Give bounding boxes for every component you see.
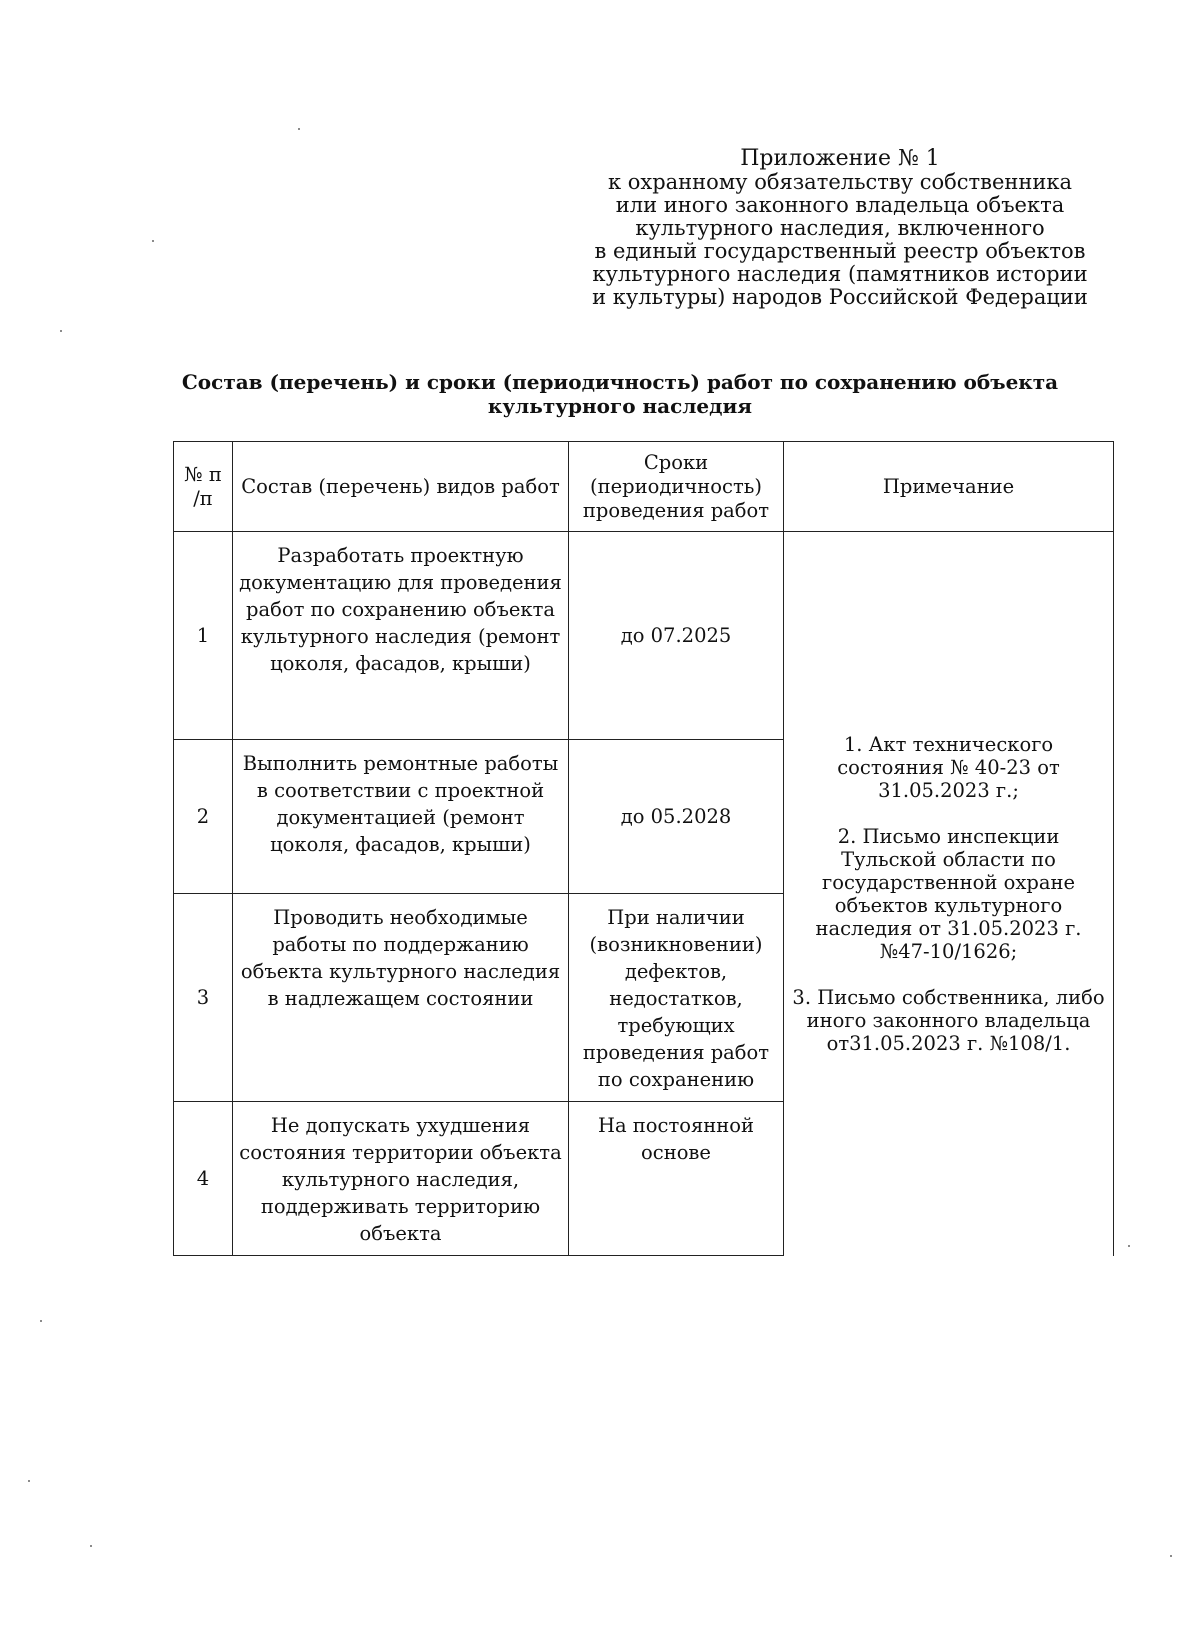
row-number: 1 — [174, 532, 233, 740]
header-number: № п /п — [174, 442, 233, 532]
note-item: 3. Письмо собственника, либо иного законного владельца от31.05.2023 г. №108/1. — [792, 985, 1105, 1055]
table-header-row — [174, 442, 1114, 532]
scan-speck — [298, 128, 300, 130]
scan-speck — [60, 330, 62, 332]
scan-speck — [152, 240, 154, 242]
row-works: Проводить необходимые работы по поддержанию объекта культурного наследия в надлежащем состоянии — [233, 894, 569, 1102]
row-terms: На постоянной основе — [569, 1102, 784, 1256]
note-item: 2. Письмо инспекции Тульской области по государственной охране объектов культурного наследия от 31.05.2023 г. №47-10/1626; — [815, 824, 1082, 963]
scan-speck — [1128, 1245, 1130, 1247]
row-works: Выполнить ремонтные работы в соответствии с проектной документацией (ремонт цоколя, фасадов, крыши) — [233, 740, 569, 894]
document-title-line: культурного наследия — [487, 394, 753, 418]
row-terms: до 05.2028 — [569, 740, 784, 894]
annex-line: в единый государственный реестр объектов — [594, 239, 1086, 263]
table-row — [174, 532, 1114, 740]
row-number: 2 — [174, 740, 233, 894]
row-number: 3 — [174, 894, 233, 1102]
annex-line: к охранному обязательству собственника — [607, 170, 1073, 194]
row-works: Не допускать ухудшения состояния территории объекта культурного наследия, поддерживать территорию объекта — [233, 1102, 569, 1256]
header-note: Примечание — [784, 442, 1114, 532]
works-table — [173, 441, 1114, 1256]
header-terms: Сроки (периодичность) проведения работ — [569, 442, 784, 532]
row-number: 4 — [174, 1102, 233, 1256]
annex-title: Приложение № 1 — [740, 146, 940, 171]
row-terms: При наличии (возникновении) дефектов, недостатков, требующих проведения работ по сохранению — [569, 894, 784, 1102]
annex-line: и культуры) народов Российской Федерации — [592, 285, 1088, 309]
scan-speck — [28, 1480, 30, 1482]
document-title-line: Состав (перечень) и сроки (периодичность) работ по сохранению объекта — [181, 370, 1059, 394]
scan-speck — [1170, 1555, 1172, 1557]
annex-line: культурного наследия (памятников истории — [592, 262, 1088, 286]
scan-speck — [90, 1545, 92, 1547]
row-terms: до 07.2025 — [569, 532, 784, 740]
scan-speck — [40, 1320, 42, 1322]
header-works: Состав (перечень) видов работ — [233, 442, 569, 532]
annex-line: или иного законного владельца объекта — [615, 193, 1065, 217]
row-works: Разработать проектную документацию для проведения работ по сохранению объекта культурного наследия (ремонт цоколя, фасадов, крыши) — [233, 532, 569, 740]
note-cell — [784, 532, 1114, 1256]
annex-header — [560, 146, 1120, 309]
annex-line: культурного наследия, включенного — [635, 216, 1045, 240]
document-title — [150, 370, 1090, 418]
note-item: 1. Акт технического состояния № 40-23 от 31.05.2023 г.; — [837, 732, 1060, 802]
